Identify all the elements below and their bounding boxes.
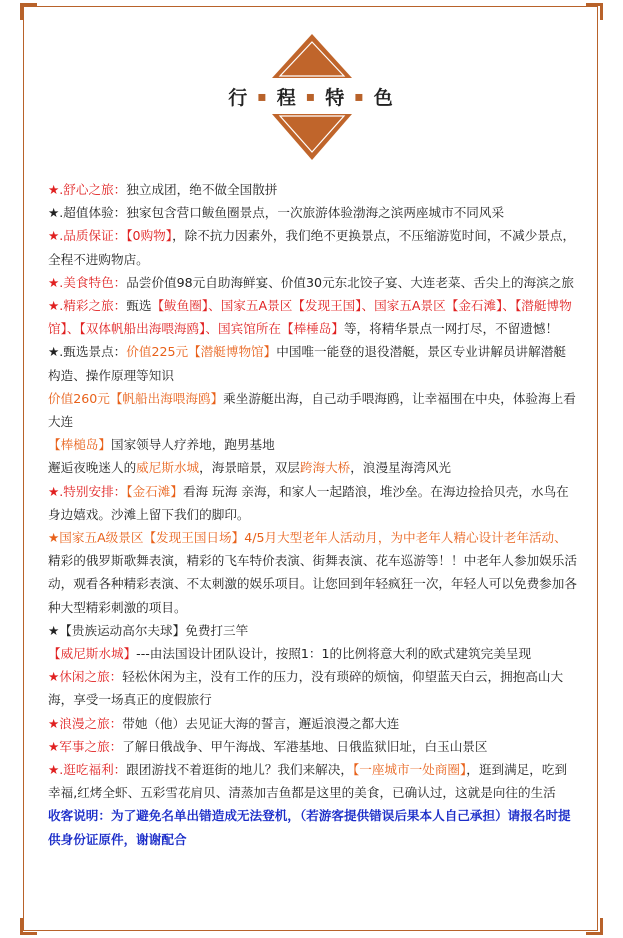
feature-item	[48, 665, 578, 711]
feature-text: ，浪漫星海湾风光	[350, 460, 451, 476]
feature-item	[48, 758, 578, 804]
feature-item	[48, 201, 578, 224]
feature-item	[48, 387, 578, 433]
header-char: 特	[325, 87, 347, 109]
header-separator: ▪	[305, 88, 318, 105]
feature-item	[48, 271, 578, 294]
corner-ornament	[586, 918, 603, 935]
feature-label: ★.甄选景点：	[48, 344, 127, 360]
feature-text: 国家领导人疗养地，跑男基地	[110, 437, 275, 453]
feature-label: ★.精彩之旅：	[48, 298, 127, 314]
feature-highlight: 【棒槌岛】	[48, 437, 111, 453]
feature-highlight: 【0购物】	[126, 228, 173, 244]
feature-text: ★【贵族运动高尔夫球】免费打三竿	[48, 622, 249, 638]
feature-text: 了解日俄战争、甲午海战、军港基地、日俄监狱旧址，白玉山景区	[122, 738, 488, 754]
feature-text: 邂逅夜晚迷人的	[48, 460, 137, 476]
header-char: 色	[373, 87, 395, 109]
feature-highlight: 【鲅鱼圈】、国家五A景区【发现王国】、国家五A景区【金石滩】、【潜艇博物馆】、【双体帆船出海喂海鸥】、国宾馆所在【棒棰岛】	[48, 298, 572, 337]
feature-text: 甄选	[126, 298, 152, 314]
feature-text: 带她（他）去见证大海的誓言，邂逅浪漫之都大连	[122, 715, 400, 731]
feature-label: ★军事之旅：	[48, 738, 123, 754]
corner-ornament	[586, 3, 603, 20]
feature-text: 轻松休闲为主，没有工作的压力，没有琐碎的烦恼，仰望蓝天白云，拥抱高山大海，享受一场真正的度假旅行	[48, 669, 564, 708]
feature-highlight: ★国家五A级景区【发现王国日场】4/5月大型老年人活动月，为中老年人精心设计老年活动、	[48, 530, 567, 546]
feature-label: ★浪漫之旅：	[48, 715, 123, 731]
feature-text: 等，将精华景点一网打尽，不留遗憾！	[343, 321, 559, 337]
feature-item	[48, 456, 578, 479]
feature-label: ★.特别安排：	[48, 483, 127, 499]
feature-label: ★.超值体验：	[48, 205, 127, 221]
feature-item	[48, 526, 578, 619]
feature-text: ，逛到满足，吃到幸福,红烤全虾、五彩雪花肩贝、清蒸加吉鱼都是这里的美食，已确认过，这就是向往的生活	[48, 762, 568, 801]
feature-text: ，海景暗景，双层	[199, 460, 300, 476]
notice-text	[48, 804, 578, 850]
feature-text: 乘坐游艇出海，自己动手喂海鸥，让幸福围在中央，体验海上看大连	[48, 390, 576, 430]
feature-highlight: 威尼斯水城	[136, 460, 200, 476]
feature-text: 独家包含营口鲅鱼圈景点，一次旅游体验渤海之滨两座城市不同风采	[126, 205, 505, 221]
header-separator: ▪	[257, 88, 269, 105]
itinerary-features	[48, 178, 578, 851]
header-title	[0, 83, 623, 110]
feature-highlight: 价值225元【潜艇博物馆】	[126, 344, 277, 360]
feature-highlight: 【威尼斯水城】	[48, 646, 137, 662]
feature-text: 跟团游找不着逛街的地儿？我们来解决，	[126, 762, 353, 778]
feature-item	[48, 224, 578, 270]
feature-item	[48, 433, 578, 456]
feature-label: ★.美食特色：	[48, 274, 127, 290]
header-char: 程	[276, 87, 298, 109]
feature-label: ★.逛吃福利：	[48, 762, 127, 778]
feature-text: 精彩的俄罗斯歌舞表演，精彩的飞车特价表演、街舞表演、花车巡游等！！中老年人参加娱乐活动，观看各种精彩表演、不太刺激的娱乐项目。让您回到年轻疯狂一次，年轻人可以免费参加各种大型精彩刺激的项目。	[48, 553, 577, 615]
feature-text: 看海 玩海 亲海，和家人一起踏浪，堆沙垒。在海边捡拾贝壳，水鸟在身边嬉戏。沙滩上留下我们的脚印。	[48, 483, 569, 522]
feature-item	[48, 735, 578, 758]
feature-item	[48, 178, 578, 201]
feature-item	[48, 340, 578, 386]
header-char: 行	[228, 87, 250, 109]
feature-highlight: 跨海大桥	[299, 460, 351, 476]
feature-text: ，除不抗力因素外，我们绝不更换景点，不压缩游览时间，不减少景点，全程不进购物店。	[48, 228, 576, 267]
feature-highlight: 【金石滩】	[126, 483, 183, 499]
section-header	[0, 30, 623, 165]
corner-ornament	[20, 3, 37, 20]
feature-text: ---由法国设计团队设计，按照1：1的比例将意大利的欧式建筑完美呈现	[136, 646, 532, 662]
feature-label: ★.品质保证：	[48, 228, 127, 244]
feature-item	[48, 642, 578, 665]
feature-label: ★休闲之旅：	[48, 669, 123, 685]
feature-text: 品尝价值98元自助海鲜宴、价值30元东北饺子宴、大连老菜、舌尖上的海滨之旅	[126, 274, 574, 290]
feature-highlight: 价值260元【帆船出海喂海鸥】	[48, 390, 224, 406]
corner-ornament	[20, 918, 37, 935]
feature-item	[48, 294, 578, 340]
feature-item	[48, 712, 578, 735]
feature-label: ★.舒心之旅：	[48, 182, 127, 197]
feature-text: 独立成团，绝不做全国散拼	[126, 182, 278, 197]
feature-text: 中国唯一能登的退役潜艇，景区专业讲解员讲解潜艇构造、操作原理等知识	[48, 344, 566, 383]
notice-content: 收客说明：为了避免名单出错造成无法登机，（若游客提供错误后果本人自己承担）请报名时提供身份证原件，谢谢配合	[48, 808, 571, 847]
header-separator: ▪	[354, 88, 366, 105]
feature-item	[48, 619, 578, 642]
feature-highlight: 【一座城市一处商圈】	[352, 762, 467, 778]
feature-item	[48, 480, 578, 526]
